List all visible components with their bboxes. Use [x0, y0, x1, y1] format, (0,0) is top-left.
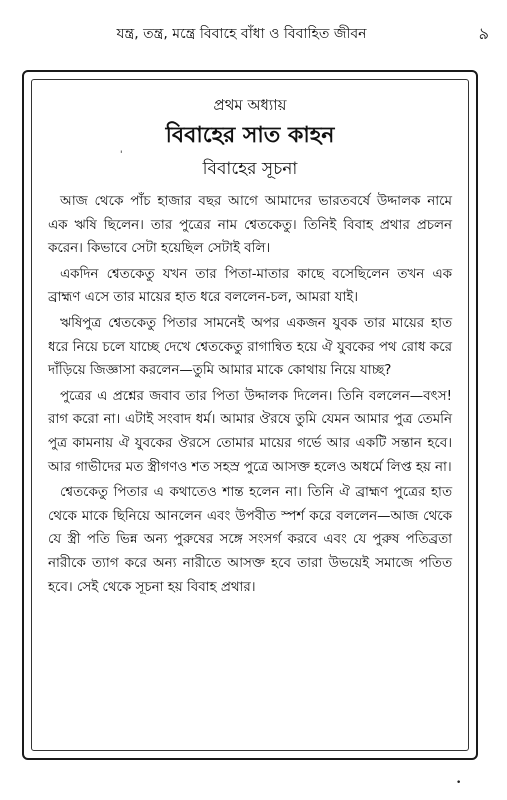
stray-ink-dot: •: [456, 778, 462, 788]
page-frame-inner: [31, 79, 469, 751]
chapter-label: প্রথম অধ্যায়: [213, 96, 287, 114]
paragraph: পুত্রের এ প্রশ্নের জবাব তার পিতা উদ্দালক দিলেন। তিনি বললেন—বৎস! রাগ করো না। এটাই সংবাদ ধর্ম। আমার ঔরষে তুমি যেমন আমার পুত্র তেমনি পুত্র কামনায় ঐ যুবকের ঔরসে তোমার মায়ের গর্ভে আর একটি সন্তান হবে। আর গাভীদের মত স্ত্রীগণও শত সহস্র পুত্রে আসক্ত হলেও অধর্মে লিপ্ত হয় না।: [48, 388, 452, 475]
paragraph: একদিন শ্বেতকেতু যখন তার পিতা-মাতার কাছে বসেছিলেন তখন এক ব্রাহ্মণ এসে তার মায়ের হাত ধরে বললেন-চল, আমরা যাই।: [48, 266, 452, 306]
section-title: বিবাহের সূচনা: [202, 159, 298, 179]
stray-ink-mark: ': [120, 150, 123, 160]
running-head: [30, 22, 493, 46]
paragraph: শ্বেতকেতু পিতার এ কথাতেও শান্ত হলেন না। তিনি ঐ ব্রাহ্মণ পুত্রের হাত থেকে মাকে ছিনিয়ে আনলেন এবং উপবীত স্পর্শ করে বললেন—আজ থেকে যে স্ত্রী পতি ভিন্ন অন্য পুরুষের সঙ্গে সংসর্গ করবে এবং যে পুরুষ পতিব্রতা নারীকে ত্যাগ করে অন্য নারীতে আসক্ত হবে তারা উভয়েই সমাজে পতিত হবে। সেই থেকে সূচনা হয় বিবাহ প্রথার।: [48, 485, 452, 595]
running-title: যন্ত্র, তন্ত্র, মন্ত্রে বিবাহে বাঁধা ও বিবাহিত জীবন: [116, 26, 367, 42]
page-frame: [22, 70, 478, 760]
page-number: ৯: [478, 24, 489, 43]
paragraph: ঋষিপুত্র শ্বেতকেতু পিতার সামনেই অপর একজন যুবক তার মায়ের হাত ধরে নিয়ে চলে যাচ্ছে দেখে শ্বেতকেতু রাগান্বিত হয়ে ঐ যুবকের পথ রোধ করে দাঁড়িয়ে জিজ্ঞাসা করলেন—তুমি আমার মাকে কোথায় নিয়ে যাচ্ছ?: [48, 315, 452, 379]
paragraph: আজ থেকে পাঁচ হাজার বছর আগে আমাদের ভারতবর্ষে উদ্দালক নামে এক ঋষি ছিলেন। তার পুত্রের নাম শ্বেতকেতু। তিনিই বিবাহ প্রথার প্রচলন করেন। কিভাবে সেটা হয়েছিল সেটাই বলি।: [48, 194, 452, 257]
chapter-title: বিবাহের সাত কাহন: [165, 123, 335, 148]
